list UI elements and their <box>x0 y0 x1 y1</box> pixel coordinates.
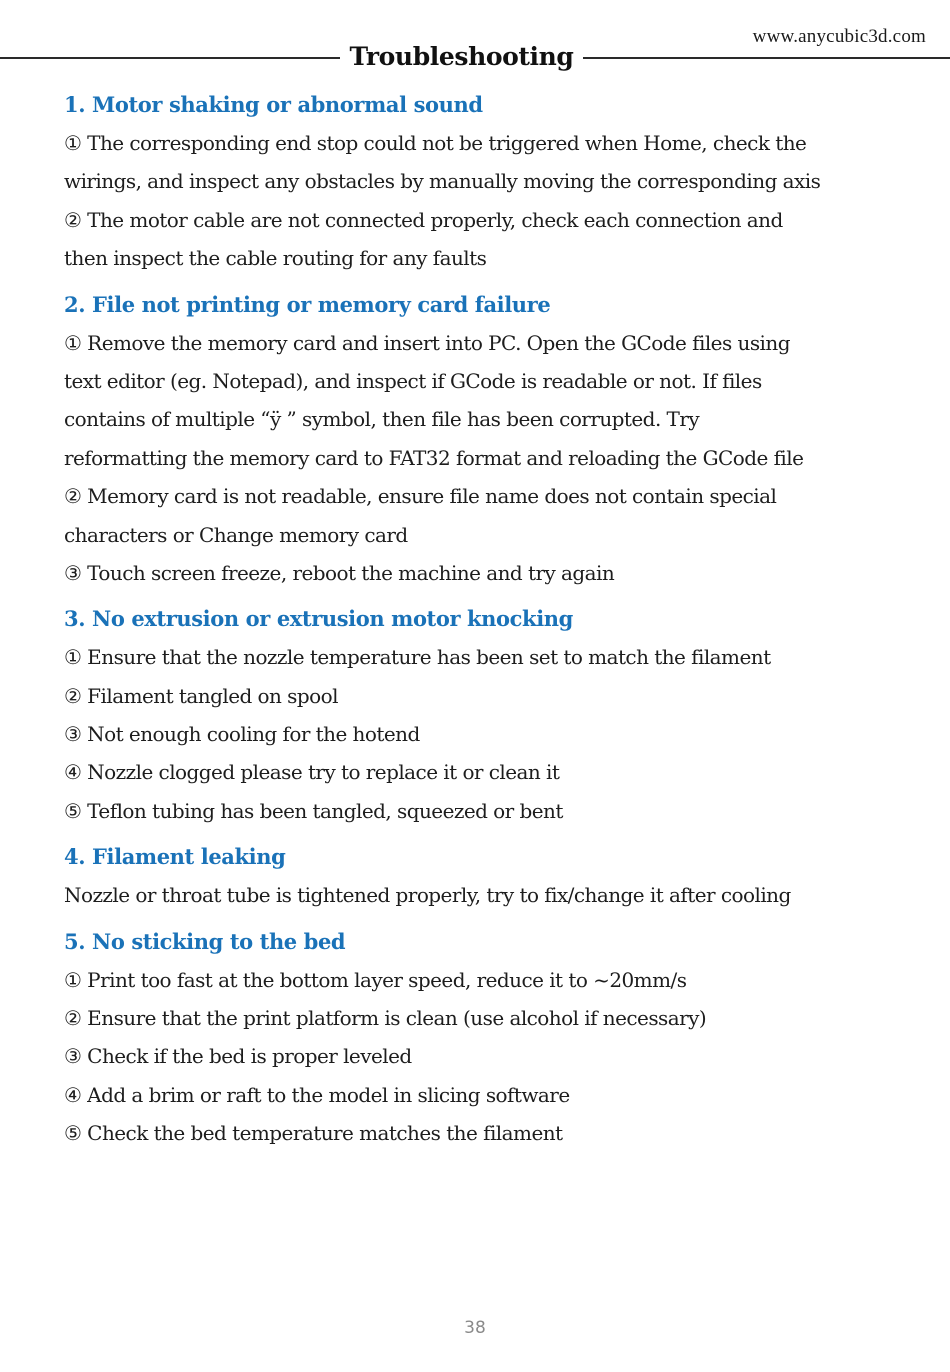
section-heading: 5. No sticking to the bed <box>64 928 346 954</box>
section-heading: 2. File not printing or memory card failure <box>64 291 551 317</box>
header-rule-right <box>583 57 950 59</box>
section-line: Nozzle or throat tube is tightened properly, try to fix/change it after cooling <box>64 883 791 908</box>
section-line: characters or Change memory card <box>64 522 408 547</box>
section-line: ① The corresponding end stop could not be triggered when Home, check the <box>64 131 807 155</box>
section-motor-shaking <box>64 88 894 278</box>
section-line: ① Print too fast at the bottom layer speed, reduce it to ~20mm/s <box>64 967 687 992</box>
section-no-extrusion <box>64 602 894 830</box>
section-line: ② Ensure that the print platform is clean (use alcohol if necessary) <box>64 1006 707 1031</box>
section-line: then inspect the cable routing for any faults <box>64 246 487 271</box>
header-rule-left <box>0 57 340 59</box>
section-line: ② The motor cable are not connected properly, check each connection and <box>64 207 783 232</box>
section-no-sticking <box>64 925 894 1153</box>
section-line: ④ Nozzle clogged please try to replace it or clean it <box>64 760 560 785</box>
section-line: ③ Check if the bed is proper leveled <box>64 1044 412 1069</box>
section-file-not-printing <box>64 288 894 593</box>
section-line: ⑤ Check the bed temperature matches the filament <box>64 1121 563 1146</box>
troubleshooting-content <box>64 88 894 1163</box>
section-heading: 3. No extrusion or extrusion motor knocking <box>64 606 573 632</box>
page-number: 38 <box>464 1318 486 1338</box>
website-url: www.anycubic3d.com <box>752 26 926 47</box>
section-line: ② Filament tangled on spool <box>64 683 338 708</box>
section-line: ② Memory card is not readable, ensure file name does not contain special <box>64 484 777 509</box>
section-line: text editor (eg. Notepad), and inspect if GCode is readable or not. If files <box>64 368 762 393</box>
section-line: ③ Touch screen freeze, reboot the machine and try again <box>64 560 615 585</box>
section-heading: 4. Filament leaking <box>64 844 286 870</box>
section-line: ① Remove the memory card and insert into PC. Open the GCode files using <box>64 330 790 355</box>
section-line: wirings, and inspect any obstacles by manually moving the corresponding axis <box>64 169 821 194</box>
section-line: contains of multiple “ÿ ” symbol, then file has been corrupted. Try <box>64 407 700 432</box>
section-filament-leaking <box>64 840 894 914</box>
page-title: Troubleshooting <box>349 42 574 71</box>
page-header <box>0 40 950 76</box>
section-line: ③ Not enough cooling for the hotend <box>64 722 420 747</box>
section-line: reformatting the memory card to FAT32 format and reloading the GCode file <box>64 445 804 470</box>
section-line: ④ Add a brim or raft to the model in slicing software <box>64 1082 570 1107</box>
section-line: ① Ensure that the nozzle temperature has been set to match the filament <box>64 645 771 670</box>
section-heading: 1. Motor shaking or abnormal sound <box>64 92 483 117</box>
section-line: ⑤ Teflon tubing has been tangled, squeezed or bent <box>64 798 563 823</box>
